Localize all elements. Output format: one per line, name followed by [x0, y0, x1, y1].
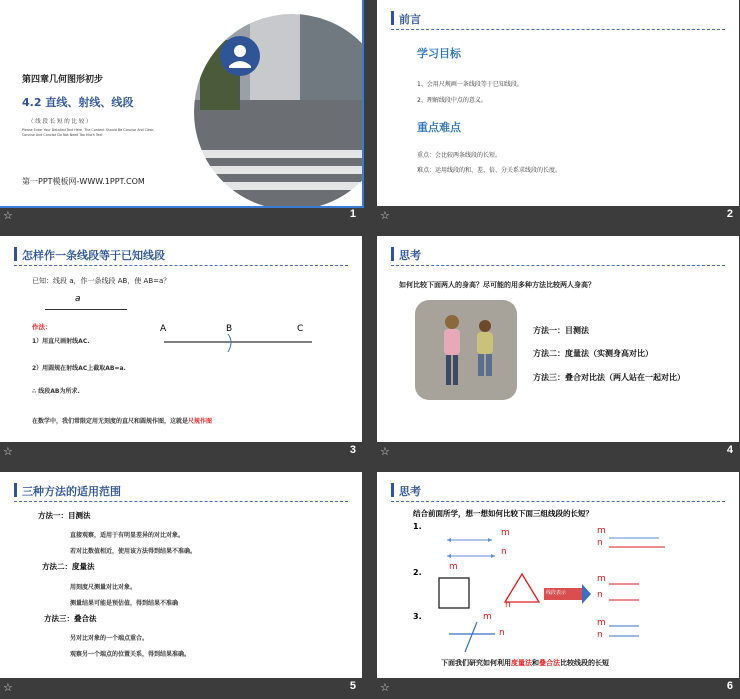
method-1-desc-a: 直接观察，适用于有明显差异的对比对象。 [70, 532, 185, 539]
group-1-label: 1. [413, 522, 422, 531]
question-text: 如何比较下面两人的身高？尽可能的用多种方法比较两人身高？ [399, 281, 595, 289]
slide-number: 1 [349, 208, 356, 220]
slide-number: 3 [349, 444, 356, 456]
slide-thumb-1[interactable] [0, 0, 362, 227]
arrow-label: 线段表示 [546, 590, 567, 596]
header-divider [14, 501, 348, 502]
watermark-text: 第一PPT模板网-WWW.1PPT.COM [22, 177, 145, 186]
difficult-point: 难点：运用线段的和、差、倍、分关系求线段的长度。 [417, 167, 562, 174]
slide-thumb-6[interactable] [377, 472, 739, 699]
label-m: m [597, 618, 606, 628]
ray-ac [160, 334, 320, 354]
point-c: C [297, 324, 304, 334]
group-3-label: 3. [413, 612, 422, 621]
slide-number: 2 [726, 208, 733, 220]
label-m: m [483, 612, 492, 622]
slide-number: 6 [726, 680, 733, 692]
segment-a-label: a [75, 294, 81, 304]
header-bar [391, 11, 394, 25]
method-3-title: 方法三：叠合法 [44, 614, 97, 623]
slide-header: 前言 [399, 13, 421, 26]
question-text: 结合前面所学，想一想如何比较下面三组线段的长短？ [413, 509, 593, 518]
label-n: n [499, 628, 505, 638]
header-bar [391, 247, 394, 261]
method-2-desc-a: 用刻度尺测量对比对象。 [70, 584, 137, 591]
header-bar [14, 247, 17, 261]
slide-thumb-4[interactable] [377, 236, 739, 463]
method-1: 方法一：目测法 [533, 326, 589, 335]
header-bar [14, 483, 17, 497]
star-icon[interactable]: ☆ [3, 209, 13, 222]
star-icon[interactable]: ☆ [380, 445, 390, 458]
method-1-desc-b: 若对比数值相近，使用该方法得到结果不准确。 [70, 548, 197, 555]
slide-header: 思考 [399, 249, 421, 262]
segment-figures [377, 472, 739, 678]
goal-2: 2、理解线段中点的意义。 [417, 97, 487, 104]
label-n: n [501, 547, 507, 557]
slide-3[interactable] [0, 236, 362, 442]
star-icon[interactable]: ☆ [3, 681, 13, 694]
method-1-title: 方法一：目测法 [38, 511, 91, 520]
chapter-title: 第四章几何图形初步 [22, 75, 104, 85]
method-2-title: 方法二：度量法 [42, 562, 95, 571]
step-1: 1）用直尺画射线AC. [32, 338, 90, 345]
method-2: 方法二：度量法（实测身高对比） [533, 349, 653, 358]
header-divider [391, 265, 725, 266]
slide-footer-3 [0, 442, 362, 463]
step-2: 2）用圆规在射线AC上截取AB=a. [32, 365, 126, 372]
label-m: m [597, 526, 606, 536]
point-b: B [226, 324, 233, 334]
slide-footer-1 [0, 206, 362, 227]
star-icon[interactable]: ☆ [380, 681, 390, 694]
label-n: n [505, 600, 511, 610]
slide-5[interactable] [0, 472, 362, 678]
method-3-desc-a: 另对比对象的一个端点重合。 [70, 635, 149, 642]
step-3: ∴ 线段AB为所求. [32, 388, 80, 395]
method-3: 方法三：叠合对比法（两人站在一起对比） [533, 373, 685, 382]
slide-4[interactable] [377, 236, 739, 442]
slide-footer-2 [377, 206, 739, 227]
label-m: m [597, 574, 606, 584]
label-n: n [597, 630, 603, 640]
bottom-note: 下面我们研究如何利用度量法和叠合法比较线段的长短 [441, 659, 609, 667]
header-divider [14, 265, 348, 266]
header-divider [391, 29, 725, 30]
key-point: 重点：会比较两条线段的长短。 [417, 152, 502, 159]
segment-a [45, 309, 127, 310]
label-n: n [597, 590, 603, 600]
slide-header: 三种方法的适用范围 [22, 485, 121, 498]
label-m: m [449, 562, 458, 572]
method-label: 作法： [32, 323, 52, 331]
label-m: m [501, 528, 510, 538]
group-2-label: 2. [413, 568, 422, 577]
method-2-desc-b: 测量结果可能是预估值，得到结果不准确 [70, 600, 179, 607]
method-3-desc-b: 观察另一个端点的位置关系，得到结果准确。 [70, 651, 191, 658]
children-photo [415, 300, 517, 400]
label-n: n [597, 538, 603, 548]
slide-footer-4 [377, 442, 739, 463]
given-text: 已知：线段 a，作一条线段 AB，使 AB=a？ [32, 277, 171, 285]
slide-thumb-2[interactable] [377, 0, 739, 227]
lesson-title: 4.2 直线、射线、线段 [22, 96, 134, 109]
star-icon[interactable]: ☆ [380, 209, 390, 222]
slide-number: 5 [349, 680, 356, 692]
star-icon[interactable]: ☆ [3, 445, 13, 458]
slide-header: 怎样作一条线段等于已知线段 [22, 249, 165, 262]
point-a: A [160, 324, 167, 334]
slide-thumb-3[interactable] [0, 236, 362, 463]
construction-note: 在数学中，我们常限定用无刻度的直尺和圆规作图，这就是尺规作图 [32, 418, 213, 425]
goal-1: 1、会用尺规画一条线段等于已知线段。 [417, 81, 523, 88]
section-key: 重点难点 [417, 121, 461, 134]
lesson-subtitle: （ 线 段 长 短 的 比 较 ） [28, 119, 92, 125]
slide-6[interactable] [377, 472, 739, 678]
slide-2[interactable] [377, 0, 739, 206]
slide-header: 思考 [399, 485, 421, 498]
slide-number: 4 [726, 444, 733, 456]
slide-thumb-5[interactable] [0, 472, 362, 699]
placeholder-english: Please Enter Your Detailed Text Here, The Content Should Be Concise And Clear, Concise And Concise Do Not Need Too Much Text [22, 128, 155, 137]
section-goals: 学习目标 [417, 47, 461, 60]
slide-1[interactable] [0, 0, 362, 206]
